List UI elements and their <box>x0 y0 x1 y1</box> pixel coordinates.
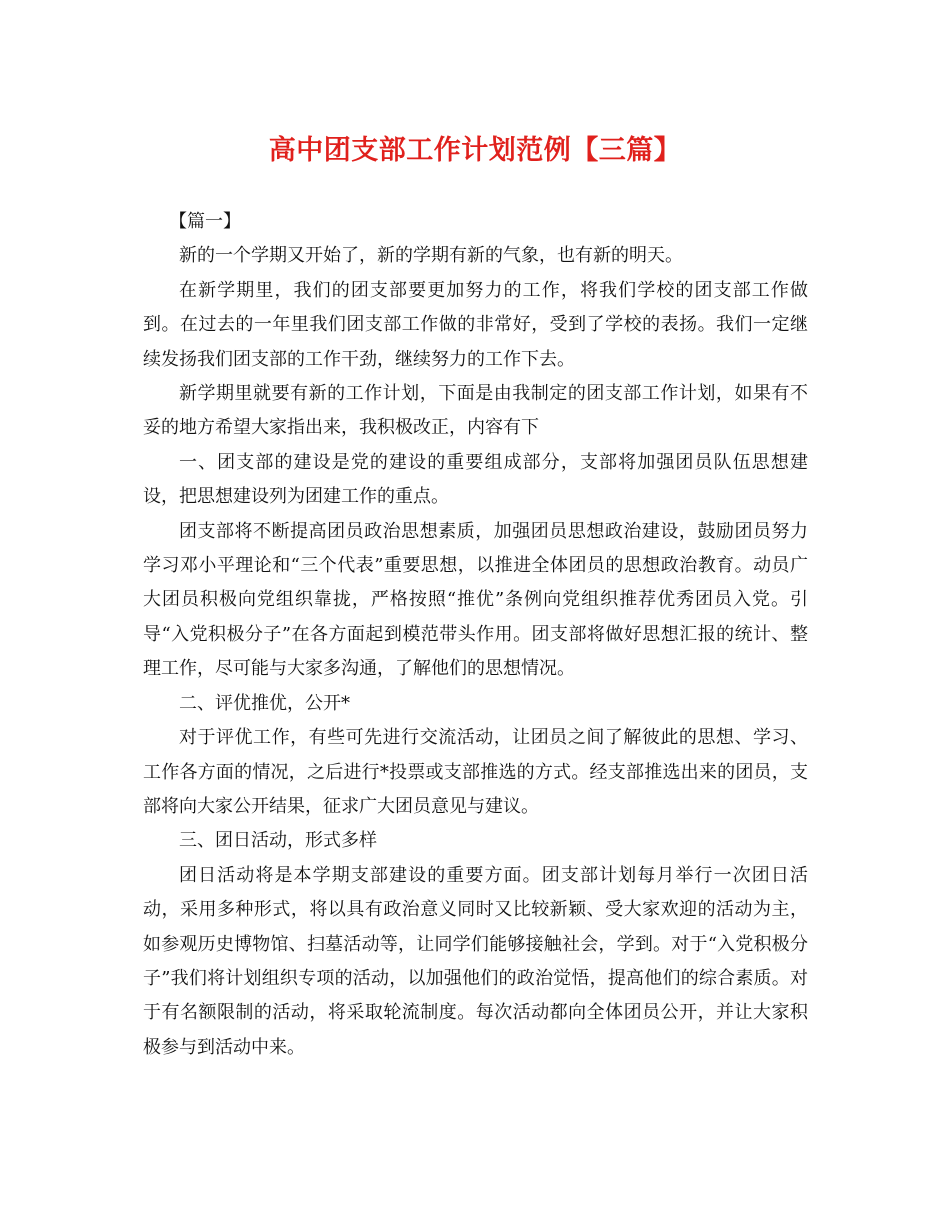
paragraph-intro: 新的一个学期又开始了，新的学期有新的气象，也有新的明天。 <box>179 245 683 267</box>
paragraph-new-semester: 在新学期里，我们的团支部要更加努力的工作，将我们学校的团支部工作做到。在过去的一年里我们团支部工作做的非常好，受到了学校的表扬。我们一定继续发扬我们团支部的工作干劲，继续努力的工作下去。 <box>143 279 808 370</box>
paragraph-heading-one: 一、团支部的建设是党的建设的重要组成部分，支部将加强团员队伍思想建设，把思想建设列为团建工作的重点。 <box>143 451 808 508</box>
paragraph-league-activities: 团日活动将是本学期支部建设的重要方面。团支部计划每月举行一次团日活动，采用多种形式，将以具有政治意义同时又比较新颖、受大家欢迎的活动为主，如参观历史博物馆、扫墓活动等，让同学们能够接触社会，学到。对于“入党积极分子”我们将计划组织专项的活动，以加强他们的政治觉悟，提高他们的综合素质。对于有名额限制的活动，将采取轮流制度。每次活动都向全体团员公开，并让大家积极参与到活动中来。 <box>143 864 808 1058</box>
paragraph-evaluation: 对于评优工作，有些可先进行交流活动，让团员之间了解彼此的思想、学习、工作各方面的情况，之后进行*投票或支部推选的方式。经支部推选出来的团员，支部将向大家公开结果，征求广大团员意见与建议。 <box>143 727 808 817</box>
document-title: 高中团支部工作计划范例【三篇】 <box>268 135 682 166</box>
document-body <box>143 205 808 1065</box>
paragraph-plan-intro: 新学期里就要有新的工作计划，下面是由我制定的团支部工作计划，如果有不妥的地方希望大家指出来，我积极改正，内容有下 <box>143 383 808 439</box>
section-label: 【篇一】 <box>169 211 241 232</box>
paragraph-heading-three: 三、团日活动，形式多样 <box>179 830 377 852</box>
paragraph-heading-two: 二、评优推优，公开* <box>179 692 350 714</box>
paragraph-political-education: 团支部将不断提高团员政治思想素质，加强团员思想政治建设，鼓励团员努力学习邓小平理论和“三个代表”重要思想，以推进全体团员的思想政治教育。动员广大团员积极向党组织靠拢，严格按照“推优”条例向党组织推荐优秀团员入党。引导“入党积极分子”在各方面起到模范带头作用。团支部将做好思想汇报的统计、整理工作，尽可能与大家多沟通，了解他们的思想情况。 <box>143 520 808 680</box>
